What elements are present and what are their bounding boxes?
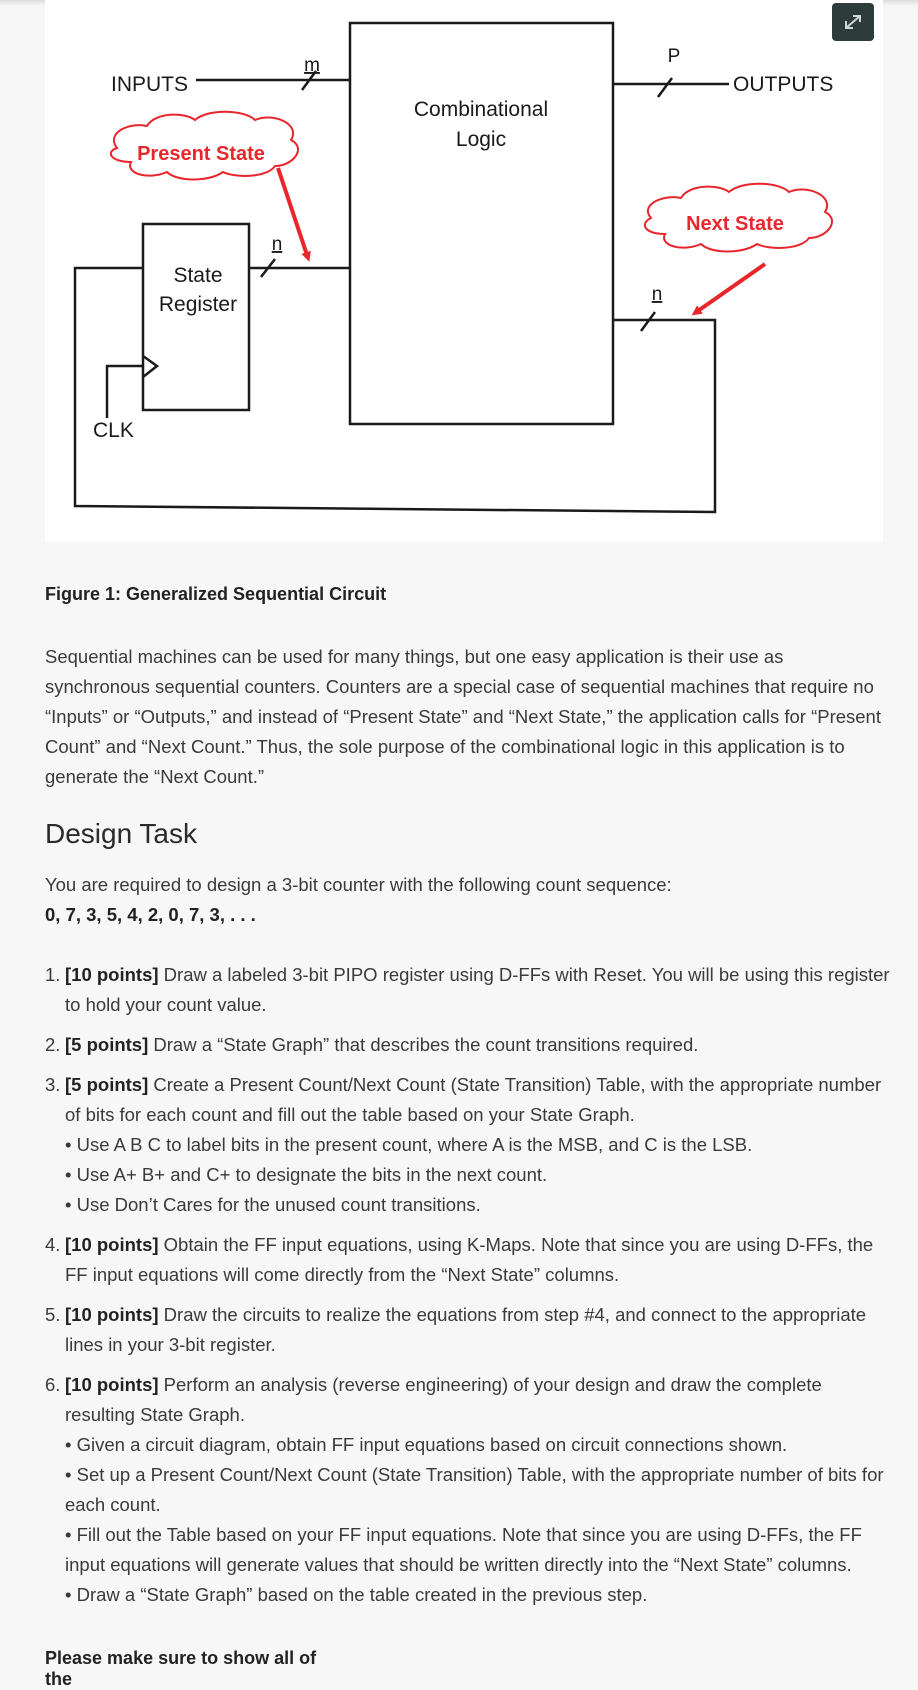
outputs-label: OUTPUTS bbox=[733, 73, 834, 96]
task-text: Draw a “State Graph” that describes the count transitions required. bbox=[148, 1034, 699, 1055]
task-text: Create a Present Count/Next Count (State Transition) Table, with the appropriate number of bits for each count and fill out the table based on your State Graph. bbox=[65, 1074, 882, 1125]
intro-paragraph: Sequential machines can be used for many things, but one easy application is their use as synchronous sequential counters. Counters are a special case of sequential machines that require no “Inputs” or “Outputs,” and instead of “Present State” and “Next State,” the application calls for “Present Count” and “Next Count.” Thus, the sole purpose of the combinational logic in this application is to generate the “Next Count.” bbox=[45, 646, 881, 787]
task-points: [10 points] bbox=[65, 1374, 159, 1395]
task-points: [10 points] bbox=[65, 1234, 159, 1255]
task-number: 5. bbox=[45, 1304, 61, 1325]
task-number: 6. bbox=[45, 1374, 61, 1395]
state-register-label-1: State bbox=[173, 264, 223, 287]
task-number: 1. bbox=[45, 964, 61, 985]
state-register-label-2: Register bbox=[158, 293, 238, 316]
task-item bbox=[45, 1030, 890, 1060]
task-number: 4. bbox=[45, 1234, 61, 1255]
design-task-description: You are required to design a 3-bit counter with the following count sequence: bbox=[45, 874, 672, 895]
task-text: Draw the circuits to realize the equations from step #4, and connect to the appropriate lines in your 3-bit register. bbox=[65, 1304, 867, 1355]
task-item bbox=[45, 960, 890, 1020]
task-number: 2. bbox=[45, 1034, 61, 1055]
task-item bbox=[45, 1300, 890, 1360]
task-text: Obtain the FF input equations, using K-Maps. Note that since you are using D-FFs, the FF input equations will come directly from the “Next State” columns. bbox=[65, 1234, 874, 1285]
figure-1-diagram bbox=[45, 0, 883, 542]
task-subitem: • Draw a “State Graph” based on the table created in the previous step. bbox=[65, 1584, 648, 1605]
bus-slash-p bbox=[658, 78, 672, 97]
figure-caption: Figure 1: Generalized Sequential Circuit bbox=[45, 584, 387, 604]
bus-slash-n-right bbox=[641, 312, 655, 331]
task-points: [10 points] bbox=[65, 1304, 159, 1325]
state-register-block bbox=[143, 224, 249, 410]
task-item bbox=[45, 1370, 890, 1610]
expand-figure-button[interactable] bbox=[832, 3, 874, 41]
task-subitem: • Use Don’t Cares for the unused count transitions. bbox=[65, 1194, 481, 1215]
design-task-intro bbox=[45, 870, 885, 930]
clock-input-triangle bbox=[143, 356, 157, 377]
task-points: [5 points] bbox=[65, 1074, 149, 1095]
count-sequence: 0, 7, 3, 5, 4, 2, 0, 7, 3, . . . bbox=[45, 904, 256, 925]
task-text: Perform an analysis (reverse engineering) of your design and draw the complete resulting State Graph. bbox=[65, 1374, 822, 1425]
task-item bbox=[45, 1070, 890, 1220]
task-subitem: • Use A B C to label bits in the present count, where A is the MSB, and C is the LSB. bbox=[65, 1134, 753, 1155]
next-state-label: Next State bbox=[686, 213, 784, 235]
combinational-logic-block bbox=[350, 23, 613, 424]
task-points: [5 points] bbox=[65, 1034, 149, 1055]
bus-width-n-right: n bbox=[651, 284, 663, 305]
present-state-arrow bbox=[278, 168, 308, 258]
task-subitem: • Given a circuit diagram, obtain FF input equations based on circuit connections shown. bbox=[65, 1434, 788, 1455]
inputs-label: INPUTS bbox=[111, 73, 189, 96]
bus-width-m: m bbox=[304, 55, 320, 76]
expand-arrows-icon bbox=[841, 11, 865, 33]
combinational-label-2: Logic bbox=[455, 128, 507, 151]
task-subitem: • Fill out the Table based on your FF input equations. Note that since you are using D-FFs, the FF input equations will generate values that should be written directly into the “Next State” columns. bbox=[65, 1524, 862, 1575]
clk-line bbox=[107, 366, 143, 418]
clk-label: CLK bbox=[93, 419, 134, 442]
cutoff-text: Please make sure to show all of the bbox=[45, 1648, 317, 1689]
task-points: [10 points] bbox=[65, 964, 159, 985]
task-text: Draw a labeled 3-bit PIPO register using D-FFs with Reset. You will be using this register to hold your count value. bbox=[65, 964, 890, 1015]
sequential-circuit-diagram bbox=[45, 0, 883, 542]
next-state-arrow bbox=[695, 264, 765, 313]
design-task-heading: Design Task bbox=[45, 818, 198, 849]
combinational-label-1: Combinational bbox=[413, 98, 549, 121]
task-number: 3. bbox=[45, 1074, 61, 1095]
present-state-label: Present State bbox=[137, 143, 265, 165]
task-subitem: • Set up a Present Count/Next Count (State Transition) Table, with the appropriate number of bits for each count. bbox=[65, 1464, 884, 1515]
task-list bbox=[45, 960, 890, 1620]
bus-width-p: P bbox=[667, 46, 681, 67]
task-item bbox=[45, 1230, 890, 1290]
bus-width-n-left: n bbox=[271, 234, 283, 255]
task-subitem: • Use A+ B+ and C+ to designate the bits in the next count. bbox=[65, 1164, 548, 1185]
